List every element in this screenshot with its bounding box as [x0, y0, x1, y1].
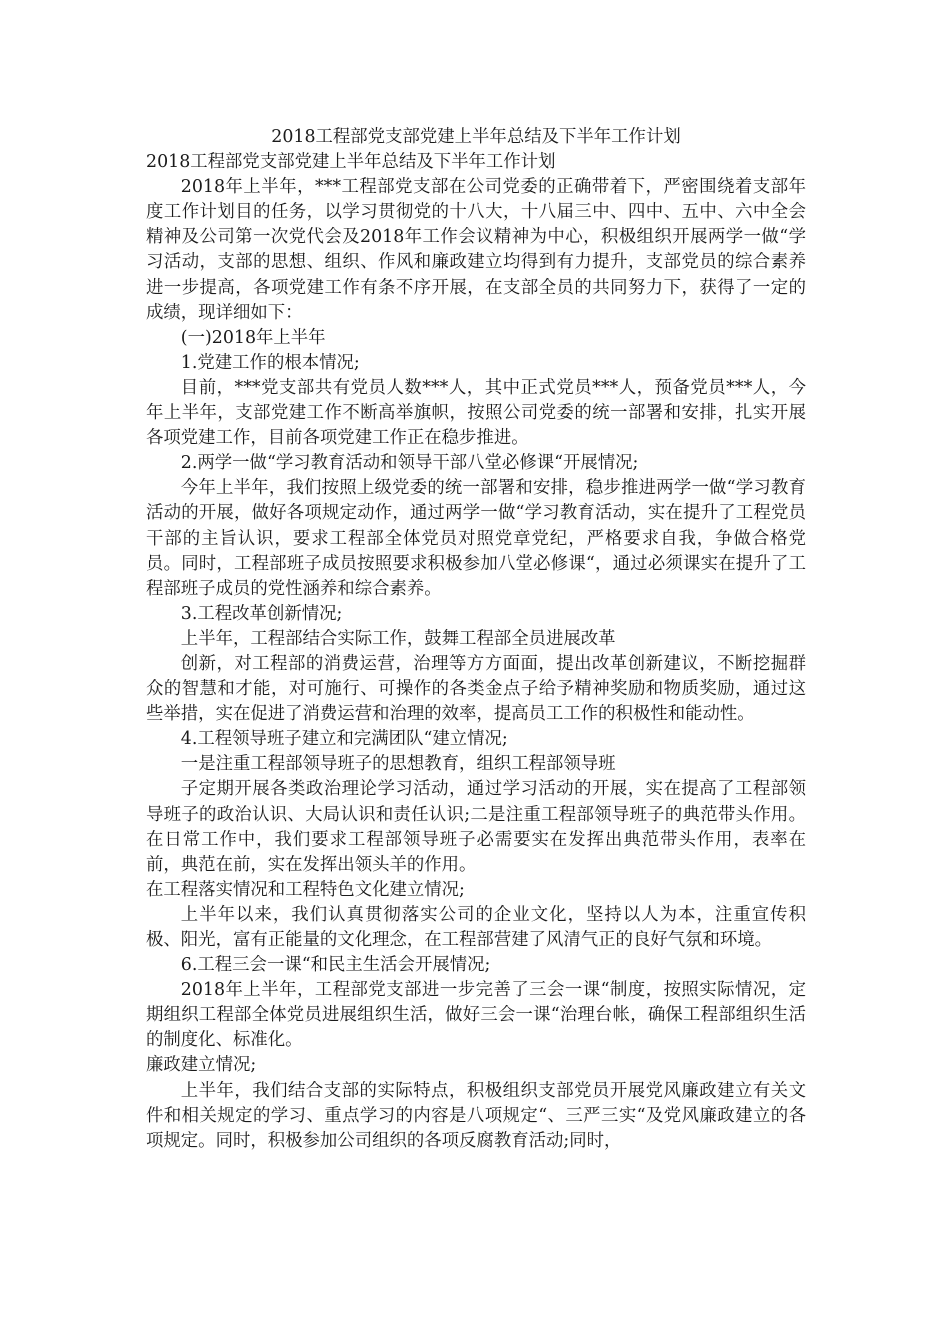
body-paragraph: 1.党建工作的根本情况; [180, 352, 360, 373]
body-paragraph: 4.工程领导班子建立和完满团队“建立情况; [180, 729, 508, 750]
body-paragraph: 上半年以来，我们认真贯彻落实公司的企业文化，坚持以人为本，注重宣传积极、阳光，富有正能量的文化理念，在工程部营建了风清气正的良好气氛和环境。 [146, 904, 806, 950]
body-paragraph: 上半年，我们结合支部的实际特点，积极组织支部党员开展党风廉政建立有关文件和相关规定的学习、重点学习的内容是八项规定“、三严三实“及党风廉政建立的各项规定。同时，积极参加公司组织的各项反腐教育活动;同时， [146, 1080, 806, 1151]
document-page [146, 125, 806, 1154]
body-paragraph: (一)2018年上半年 [180, 327, 326, 348]
body-paragraph: 创新，对工程部的消费运营，治理等方方面面，提出改革创新建议，不断挖掘群众的智慧和才能，对可施行、可操作的各类金点子给予精神奖励和物质奖励，通过这些举措，实在促进了消费运营和治理的效率，提高员工工作的积极性和能动性。 [146, 653, 806, 725]
body-paragraph: 2018年上半年，工程部党支部进一步完善了三会一课“制度，按照实际情况，定期组织工程部全体党员进展组织生活，做好三会一课“治理台帐，确保工程部组织生活的制度化、标准化。 [146, 980, 806, 1051]
body-paragraph: 上半年，工程部结合实际工作，鼓舞工程部全员进展改革 [180, 628, 616, 649]
document-title: 2018工程部党支部党建上半年总结及下半年工作计划 [271, 127, 681, 147]
document-body [146, 175, 806, 1154]
body-paragraph: 3.工程改革创新情况; [180, 603, 343, 624]
body-paragraph: 廉政建立情况; [146, 1055, 257, 1076]
body-paragraph: 今年上半年，我们按照上级党委的统一部署和安排，稳步推进两学一做“学习教育活动的开展，做好各项规定动作，通过两学一做“学习教育活动，实在提升了工程党员干部的主旨认识，要求工程部全体党员对照党章党纪，严格要求自我，争做合格党员。同时，工程部班子成员按照要求积极参加八堂必修课“，通过必须课实在提升了工程部班子成员的党性涵养和综合素养。 [146, 478, 806, 599]
body-paragraph: 在工程落实情况和工程特色文化建立情况; [146, 879, 465, 900]
body-paragraph: 目前，***党支部共有党员人数***人，其中正式党员***人，预备党员***人，今年上半年，支部党建工作不断高举旗帜，按照公司党委的统一部署和安排，扎实开展各项党建工作，目前各项党建工作正在稳步推进。 [146, 377, 806, 449]
body-paragraph: 子定期开展各类政治理论学习活动，通过学习活动的开展，实在提高了工程部领导班子的政治认识、大局认识和责任认识;二是注重工程部领导班子的典范带头作用。在日常工作中，我们要求工程部领导班子必需要实在发挥出典范带头作用，表率在前，典范在前，实在发挥出领头羊的作用。 [146, 779, 806, 875]
body-paragraph: 2.两学一做“学习教育活动和领导干部八堂必修课“开展情况; [180, 453, 639, 474]
body-paragraph: 2018年上半年，***工程部党支部在公司党委的正确带着下，严密围绕着支部年度工作计划目的任务，以学习贯彻党的十八大，十八届三中、四中、五中、六中全会精神及公司第一次党代会及2018年工作会议精神为中心，积极组织开展两学一做“学习活动，支部的思想、组织、作风和廉政建立均得到有力提升，支部党员的综合素养进一步提高，各项党建工作有条不序开展，在支部全员的共同努力下，获得了一定的成绩，现详细如下： [146, 177, 806, 323]
body-paragraph: 6.工程三会一课“和民主生活会开展情况; [180, 955, 491, 976]
body-paragraph: 一是注重工程部领导班子的思想教育，组织工程部领导班 [180, 754, 616, 775]
document-subtitle: 2018工程部党支部党建上半年总结及下半年工作计划 [146, 152, 556, 173]
